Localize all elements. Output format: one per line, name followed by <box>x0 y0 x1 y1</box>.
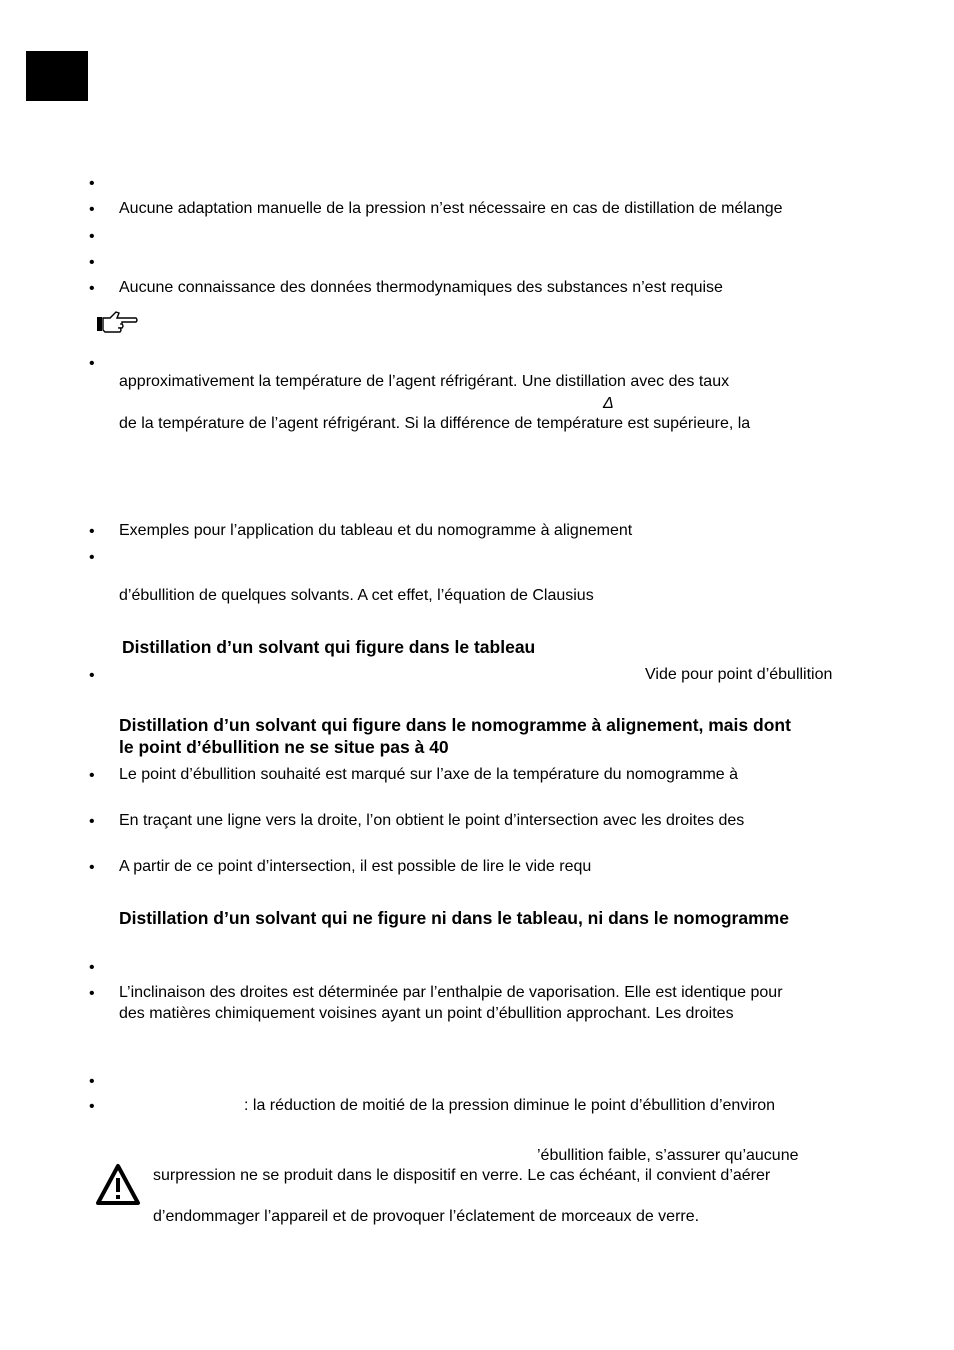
bullet: • <box>89 228 95 245</box>
text-line: : la réduction de moitié de la pression diminue le point d’ébullition d’environ <box>244 1097 775 1114</box>
bullet: • <box>89 355 95 372</box>
bullet: • <box>89 859 95 876</box>
text-line: Aucune connaissance des données thermodynamiques des substances n’est requise <box>119 279 723 296</box>
bullet: • <box>89 813 95 830</box>
bullet: • <box>89 523 95 540</box>
warning-triangle-icon <box>95 1163 141 1212</box>
section-heading: Distillation d’un solvant qui ne figure ni dans le tableau, ni dans le nomogramme <box>119 908 789 928</box>
bullet: • <box>89 1098 95 1115</box>
pointing-hand-icon <box>96 310 140 339</box>
page-tab-marker <box>26 51 88 101</box>
text-line: des matières chimiquement voisines ayant un point d’ébullition approchant. Les droites <box>119 1005 734 1022</box>
delta-symbol: Δ <box>603 395 614 412</box>
bullet: • <box>89 549 95 566</box>
text-line: A partir de ce point d’intersection, il est possible de lire le vide requ <box>119 858 592 875</box>
text-line: surpression ne se produit dans le dispositif en verre. Le cas échéant, il convient d’aérer <box>153 1167 771 1184</box>
text-line: L’inclinaison des droites est déterminée par l’enthalpie de vaporisation. Elle est identique pour <box>119 984 783 1001</box>
text-line: Vide pour point d’ébullition <box>645 666 833 683</box>
text-line: Le point d’ébullition souhaité est marqué sur l’axe de la température du nomogramme à <box>119 766 739 783</box>
text-line: de la température de l’agent réfrigérant. Si la différence de température est supérieure, la <box>119 415 751 432</box>
bullet: • <box>89 767 95 784</box>
bullet: • <box>89 254 95 271</box>
bullet: • <box>89 959 95 976</box>
bullet: • <box>89 1073 95 1090</box>
text-line: d’endommager l’appareil et de provoquer l’éclatement de morceaux de verre. <box>153 1208 700 1225</box>
section-heading: Distillation d’un solvant qui figure dans le tableau <box>122 637 536 657</box>
section-heading: le point d’ébullition ne se situe pas à 40 <box>119 737 449 757</box>
text-line: Exemples pour l’application du tableau et du nomogramme à alignement <box>119 522 633 539</box>
text-line: Aucune adaptation manuelle de la pression n’est nécessaire en cas de distillation de mélange <box>119 200 783 217</box>
bullet: • <box>89 201 95 218</box>
text-line: d’ébullition de quelques solvants. A cet effet, l’équation de Clausius <box>119 587 594 604</box>
bullet: • <box>89 175 95 192</box>
bullet: • <box>89 985 95 1002</box>
text-line: ’ébullition faible, s’assurer qu’aucune <box>537 1147 799 1164</box>
section-heading: Distillation d’un solvant qui figure dans le nomogramme à alignement, mais dont <box>119 715 791 735</box>
text-line: En traçant une ligne vers la droite, l’on obtient le point d’intersection avec les droites des <box>119 812 745 829</box>
bullet: • <box>89 280 95 297</box>
bullet: • <box>89 667 95 684</box>
text-line: approximativement la température de l’agent réfrigérant. Une distillation avec des taux <box>119 373 730 390</box>
